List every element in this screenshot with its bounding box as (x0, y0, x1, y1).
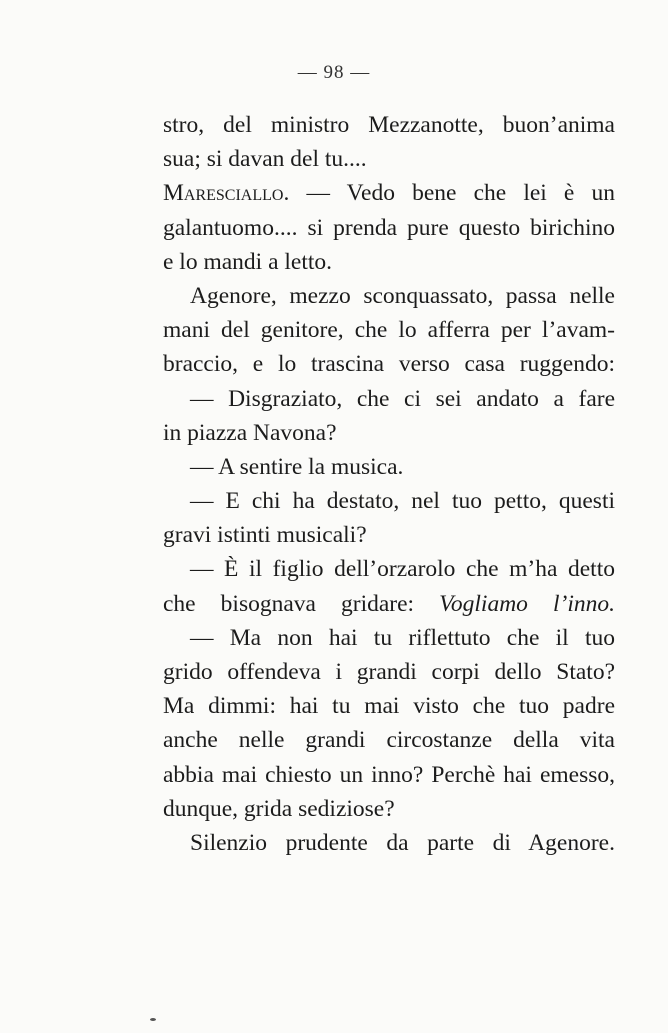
text-line (163, 587, 615, 621)
page-number: — 98 — (297, 62, 371, 83)
text-line: in piazza Navona? (163, 419, 337, 446)
text-line: — E chi ha destato, nel tuo petto, questi (190, 488, 615, 515)
ink-speck (150, 1018, 156, 1021)
text-line: galantuomo.... si prenda pure questo birichino (163, 214, 615, 241)
body-text (163, 108, 615, 860)
text-line: grido offendeva i grandi corpi dello Stato? (163, 659, 615, 685)
text-span: — Vedo bene che lei è un (289, 180, 615, 207)
text-line: anche nelle grandi circostanze della vita (163, 727, 615, 754)
text-line: Silenzio prudente da parte di Agenore. (190, 829, 615, 856)
speaker-name: Maresciallo. (163, 180, 290, 207)
text-span: che bisognava gridare: (163, 590, 440, 617)
text-line: stro, del ministro Mezzanotte, buon’anima (163, 112, 615, 138)
text-line: — È il figlio dell’orzarolo che m’ha detto (190, 556, 615, 583)
text-line: Ma dimmi: hai tu mai visto che tuo padre (163, 693, 615, 720)
text-line: — Ma non hai tu riflettuto che il tuo (190, 624, 615, 651)
text-line (163, 176, 615, 210)
text-line: sua; si davan del tu.... (163, 146, 367, 173)
italic-quote: Vogliamo l’inno. (439, 590, 616, 617)
text-line: abbia mai chiesto un inno? Perchè hai emesso, (163, 761, 615, 788)
text-line: mani del genitore, che lo afferra per l’avam- (163, 317, 615, 344)
text-line: Agenore, mezzo sconquassato, passa nelle (190, 282, 615, 309)
text-line: braccio, e lo trascina verso casa ruggendo: (163, 351, 615, 378)
text-line: dunque, grida sediziose? (163, 795, 395, 822)
text-line: e lo mandi a letto. (163, 248, 333, 275)
text-line: gravi istinti musicali? (163, 522, 367, 549)
text-line: — A sentire la musica. (190, 453, 404, 480)
text-line: — Disgraziato, che ci sei andato a fare (190, 385, 615, 412)
